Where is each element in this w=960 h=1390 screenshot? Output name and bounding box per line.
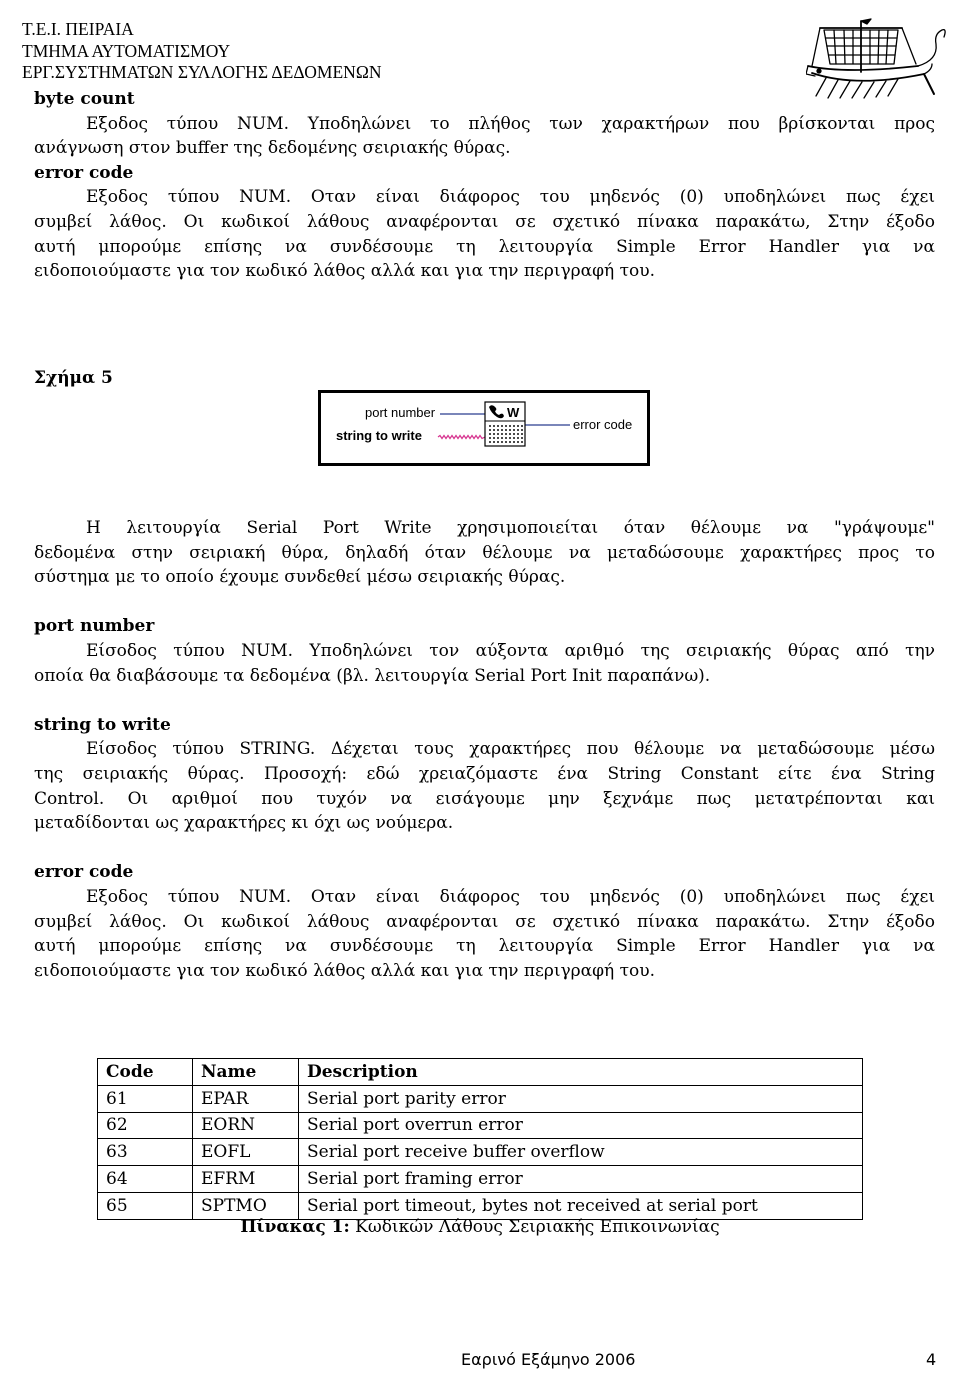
table-row — [98, 1139, 863, 1166]
serial-port-write-diagram — [318, 390, 650, 466]
paragraph-spacer — [34, 836, 935, 861]
serial-port-write-description-block — [34, 516, 935, 983]
column-header-code: Code — [98, 1059, 193, 1086]
paragraph-line: οποία θα διαβάσουμε τα δεδομένα (βλ. λειτουργία Serial Port Init παραπάνω). — [34, 665, 711, 686]
paragraph-line: Η λειτουργία Serial Port Write χρησιμοποιείται όταν θέλουμε να "γράψουμε" — [86, 518, 935, 538]
institution-header — [22, 19, 381, 84]
column-header-description: Description — [299, 1059, 863, 1086]
string-to-write-wire — [438, 436, 485, 439]
heading-byte-count: byte count — [34, 89, 135, 109]
table-cell-name: EOFL — [193, 1139, 299, 1166]
output-descriptions-block — [34, 87, 935, 284]
paragraph-line: Εξοδος τύπου NUM. Οταν είναι διάφορος του μηδενός (0) υποδηλώνει πως έχει — [86, 886, 935, 907]
header-line-institution: Τ.Ε.Ι. ΠΕΙΡΑΙΑ — [22, 19, 134, 39]
table-row — [98, 1112, 863, 1139]
paragraph-line: αυτή μπορούμε επίσης να συνδέσουμε τη λειτουργία Simple Error Handler για να — [34, 936, 935, 957]
heading-error-code: error code — [34, 162, 134, 183]
figure-caption: Σχήμα 5 — [34, 368, 113, 388]
header-line-lab: ΕΡΓ.ΣΥΣΤΗΜΑΤΩΝ ΣΥΛΛΟΓΗΣ ΔΕΔΟΜΕΝΩΝ — [22, 62, 382, 82]
table-caption-text: Κωδικών Λάθους Σειριακής Επικοινωνίας — [355, 1217, 720, 1237]
port-number-terminal-label: port number — [365, 405, 436, 420]
column-header-name: Name — [193, 1059, 299, 1086]
paragraph-line: ειδοποιούμαστε για τον κωδικό λάθος αλλά και για την περιγραφή του. — [34, 960, 655, 981]
paragraph-line: Εξοδος τύπου NUM. Οταν είναι διάφορος του μηδενός (0) υποδηλώνει πως έχει — [86, 187, 935, 208]
heading-port-number: port number — [34, 616, 155, 637]
table-cell-description: Serial port framing error — [299, 1166, 863, 1193]
table-cell-code: 65 — [98, 1192, 193, 1219]
table-cell-description: Serial port parity error — [299, 1085, 863, 1112]
paragraph-line: μεταδίδονται ως χαρακτήρες κι όχι ως νούμερα. — [34, 813, 454, 834]
table-cell-name: EFRM — [193, 1166, 299, 1193]
table-row — [98, 1166, 863, 1193]
serial-port-write-vi-icon — [485, 402, 525, 446]
paragraph-spacer — [34, 688, 935, 713]
paragraph-line: ειδοποιούμαστε για τον κωδικό λάθος αλλά και για την περιγραφή του. — [34, 261, 655, 282]
error-code-terminal-label: error code — [573, 417, 633, 432]
table-caption-label: Πίνακας 1: — [240, 1217, 350, 1237]
paragraph-spacer — [34, 590, 935, 615]
table-row — [98, 1085, 863, 1112]
table-cell-code: 61 — [98, 1085, 193, 1112]
paragraph-line: Εξοδος τύπου NUM. Υποδηλώνει το πλήθος των χαρακτήρων που βρίσκονται προς — [86, 113, 935, 134]
paragraph-line: Είσοδος τύπου STRING. Δέχεται τους χαρακτήρες που θέλουμε να μεταδώσουμε μέσω — [86, 739, 935, 760]
table-cell-code: 62 — [98, 1112, 193, 1139]
table-cell-name: EPAR — [193, 1085, 299, 1112]
header-line-department: ΤΜΗΜΑ ΑΥΤΟΜΑΤΙΣΜΟΥ — [22, 40, 231, 61]
paragraph-line: ανάγνωση στον buffer της δεδομένης σειριακής θύρας. — [34, 138, 511, 159]
table-cell-code: 63 — [98, 1139, 193, 1166]
paragraph-line: Είσοδος τύπου NUM. Υποδηλώνει τον αύξοντα αριθμό της σειριακής θύρας από την — [86, 640, 935, 661]
page-number: 4 — [926, 1350, 937, 1369]
paragraph-line: αυτή μπορούμε επίσης να συνδέσουμε τη λειτουργία Simple Error Handler για να — [34, 236, 935, 257]
table-caption — [0, 1215, 960, 1239]
paragraph-line: Control. Οι αριθμοί που τυχόν να εισάγουμε μην ξεχνάμε πως μετατρέπονται και — [34, 788, 935, 809]
paragraph-line: δεδομένα στην σειριακή θύρα, δηλαδή όταν θέλουμε να μεταδώσουμε χαρακτήρες προς το — [34, 542, 935, 563]
table-header-row — [98, 1059, 863, 1086]
heading-string-to-write: string to write — [34, 714, 171, 735]
footer-semester: Εαρινό Εξάμηνο 2006 — [461, 1350, 636, 1369]
paragraph-line: σύστημα με το οποίο έχουμε συνδεθεί μέσω σειριακής θύρας. — [34, 567, 566, 588]
table-cell-code: 64 — [98, 1166, 193, 1193]
table-cell-description: Serial port overrun error — [299, 1112, 863, 1139]
vi-icon-label: W — [507, 405, 520, 420]
heading-error-code: error code — [34, 862, 134, 883]
string-to-write-terminal-label: string to write — [336, 428, 422, 443]
table-cell-name: SPTMO — [193, 1192, 299, 1219]
paragraph-line: της σειριακής θύρας. Προσοχή: εδώ χρειαζόμαστε ένα String Constant είτε ένα String — [34, 763, 935, 784]
paragraph-line: συμβεί λάθος. Οι κωδικοί λάθους αναφέρονται σε σχετικό πίνακα παρακάτω. Στην έξοδο — [34, 911, 935, 932]
error-codes-table — [97, 1058, 863, 1220]
paragraph-line: συμβεί λάθος. Οι κωδικοί λάθους αναφέρονται σε σχετικό πίνακα παρακάτω, Στην έξοδο — [34, 211, 935, 232]
table-cell-name: EORN — [193, 1112, 299, 1139]
table-cell-description: Serial port receive buffer overflow — [299, 1139, 863, 1166]
table-cell-description: Serial port timeout, bytes not received at serial port — [299, 1192, 863, 1219]
